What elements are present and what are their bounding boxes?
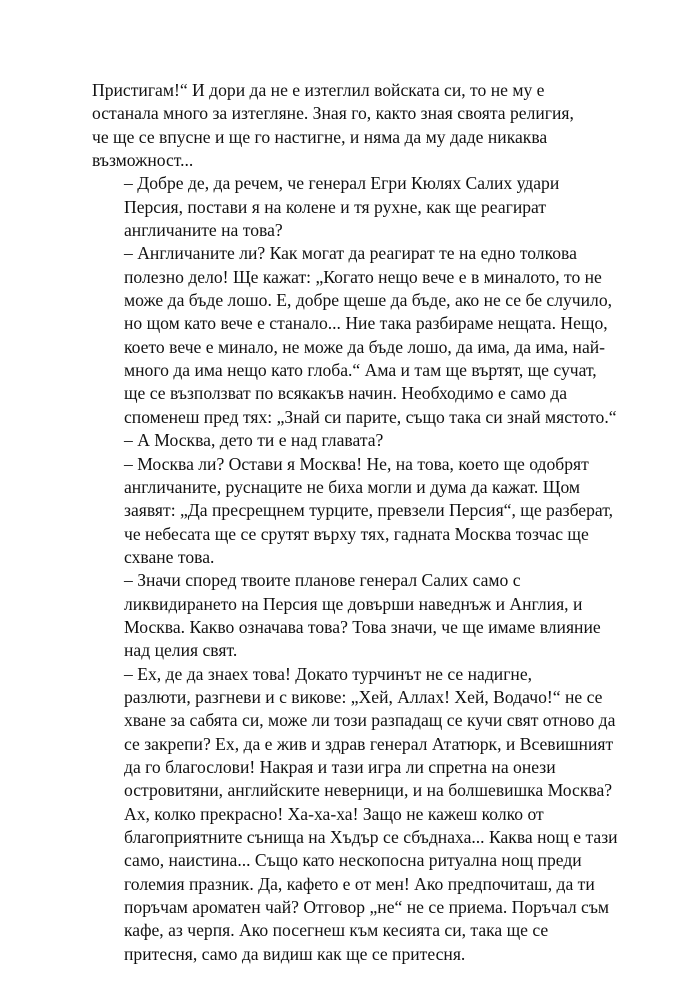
text-line: се закрепи? Ех, да е жив и здрав генерал Ататюрк, и Всевишният	[124, 733, 614, 754]
text-line: – Ех, де да знаех това! Докато турчинът не се надигне,	[124, 663, 533, 684]
text-line: Персия, постави я на колене и тя рухне, как ще реагират	[124, 196, 547, 217]
text-line: Пристигам!“ И дори да не е изтеглил войската си, то не му е	[92, 80, 545, 100]
text-line: което вече е минало, не може да бъде лошо, да има, да има, най-	[124, 336, 606, 357]
text-line: островитяни, английските неверници, и на болшевишка Москва?	[124, 780, 613, 801]
text-line: полезно дело! Ще кажат: „Когато нещо вече е в миналото, то не	[124, 266, 602, 287]
text-line: споменеш пред тях: „Знай си парите, също така си знай мястото.“	[124, 406, 617, 427]
text-line: англичаните на това?	[124, 220, 283, 241]
paragraph	[92, 663, 632, 966]
text-line: но щом като вече е станало... Ние така разбираме нещата. Нещо,	[124, 313, 608, 334]
text-line: – Значи според твоите планове генерал Салих само с	[124, 570, 521, 591]
text-line: притесня, само да видиш как ще се притесня.	[124, 943, 466, 964]
text-line: Ах, колко прекрасно! Ха-ха-ха! Защо не кажеш колко от	[124, 803, 544, 824]
text-line: много да има нещо като глоба.“ Ама и там ще въртят, ще сучат,	[124, 360, 597, 381]
text-line: над целия свят.	[124, 640, 238, 661]
text-line: благоприятните сънища на Хъдър се сбъднаха... Каква нощ е тази	[124, 827, 618, 847]
text-line: разлюти, разгневи и с викове: „Хей, Аллах! Хей, Водачо!“ не се	[124, 686, 603, 707]
text-line: – Добре де, да речем, че генерал Егри Кюлях Салих удари	[124, 173, 560, 194]
text-line: кафе, аз черпя. Ако посегнеш към кесията си, така ще се	[124, 920, 549, 941]
text-line: заявят: „Да пресрещнем турците, превзели Персия“, ще разберат,	[124, 500, 614, 521]
text-line: хване за сабята си, може ли този разпадащ се кучи свят отново да	[124, 710, 616, 731]
text-line: възможност...	[92, 150, 194, 171]
text-line: да го благослови! Накрая и тази игра ли спретна на онези	[124, 756, 556, 777]
text-line: – Москва ли? Остави я Москва! Не, на това, което ще одобрят	[124, 453, 589, 474]
paragraph	[92, 569, 632, 662]
text-line: само, наистина... Също като нескопосна ритуална нощ преди	[124, 850, 582, 871]
paragraph	[92, 429, 632, 452]
text-line: схване това.	[124, 546, 215, 567]
text-line: – А Москва, дето ти е над главата?	[124, 430, 384, 451]
text-line: че ще се впусне и ще го настигне, и няма да му даде никаква	[92, 126, 548, 147]
text-line: може да бъде лошо. Е, добре щеше да бъде, ако не се бе случило,	[124, 290, 613, 311]
text-line: големия празник. Да, кафето е от мен! Ако предпочиташ, да ти	[124, 873, 595, 894]
paragraph	[92, 79, 632, 172]
text-line: англичаните, руснаците не биха могли и дума да кажат. Щом	[124, 476, 581, 497]
text-line: останала много за изтегляне. Зная го, както зная своята религия,	[92, 103, 574, 124]
paragraph	[92, 453, 632, 570]
text-line: Москва. Какво означава това? Това значи, че ще имаме влияние	[124, 616, 601, 637]
text-line: – Англичаните ли? Как могат да реагират те на едно толкова	[124, 243, 577, 264]
paragraph	[92, 242, 632, 429]
text-line: че небесата ще се срутят върху тях, гадната Москва тозчас ще	[124, 523, 589, 544]
text-line: ликвидирането на Персия ще довърши наведнъж и Англия, и	[124, 593, 583, 614]
paragraph	[92, 172, 632, 242]
text-line: ще се възползват по всякакъв начин. Необходимо е само да	[124, 383, 568, 404]
body-text	[92, 79, 632, 966]
text-line: поръчам ароматен чай? Отговор „не“ не се приема. Поръчал съм	[124, 897, 610, 918]
